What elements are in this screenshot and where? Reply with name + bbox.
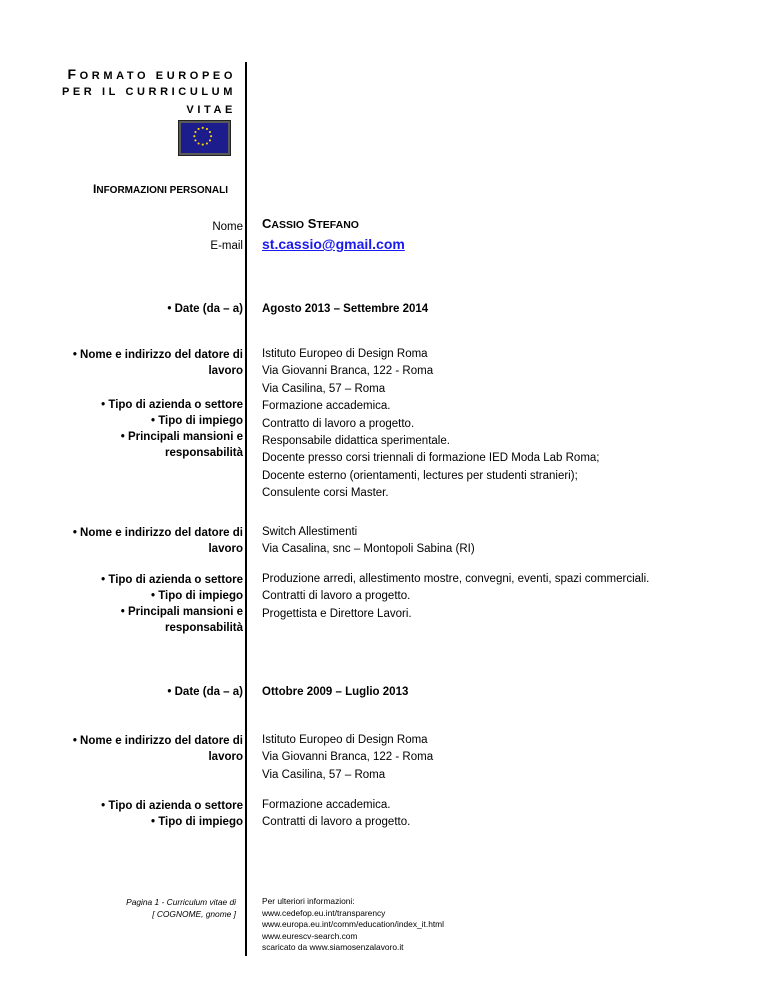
job1-line: Docente esterno (orientamenti, lectures per studenti stranieri); bbox=[262, 469, 578, 482]
job3-employer-line: Via Casilina, 57 – Roma bbox=[262, 768, 386, 781]
job3-date: Ottobre 2009 – Luglio 2013 bbox=[262, 686, 409, 698]
job2-line: Contratti di lavoro a progetto. bbox=[262, 590, 411, 603]
sector-label: • Tipo di azienda o settore bbox=[101, 574, 243, 586]
employer-label: • Nome e indirizzo del datore di lavoro bbox=[72, 349, 243, 377]
job2-attribute-labels bbox=[101, 572, 243, 636]
job2-employer bbox=[262, 524, 475, 559]
flag-star bbox=[210, 135, 212, 137]
job1-line: Istituto Europeo di Design Roma bbox=[262, 348, 428, 360]
flag-star bbox=[197, 142, 199, 144]
flag-star bbox=[206, 142, 208, 144]
footer-more-info bbox=[262, 896, 444, 954]
job1-line: Consulente corsi Master. bbox=[262, 487, 389, 500]
flag-star bbox=[209, 139, 211, 141]
date-label: • Date (da – a) bbox=[167, 686, 243, 698]
flag-star bbox=[209, 131, 211, 133]
job2-employer-line: Switch Allestimenti bbox=[262, 526, 358, 538]
job-type-label: • Tipo di impiego bbox=[151, 415, 243, 427]
flag-star bbox=[193, 135, 195, 137]
footer-link[interactable]: www.cedefop.eu.int/transparency bbox=[262, 907, 386, 918]
column-divider bbox=[245, 62, 247, 956]
duties-label-cont: responsabilità bbox=[165, 447, 243, 459]
footer-line: Per ulteriori informazioni: bbox=[262, 896, 355, 906]
job1-attribute-labels bbox=[101, 397, 243, 461]
job2-line: Progettista e Direttore Lavori. bbox=[262, 607, 412, 620]
date-label: • Date (da – a) bbox=[167, 303, 243, 315]
email-label: E-mail bbox=[210, 240, 243, 252]
job-type-label: • Tipo di impiego bbox=[151, 590, 243, 602]
job1-details bbox=[262, 346, 600, 503]
email-link[interactable]: st.cassio@gmail.com bbox=[262, 236, 405, 252]
footer-page-info: Pagina 1 - Curriculum vitae di [ COGNOME, gnome ] bbox=[126, 897, 236, 919]
job1-line: Formazione accademica. bbox=[262, 400, 391, 413]
duties-label: • Principali mansioni e bbox=[120, 606, 243, 618]
employer-label: • Nome e indirizzo del datore di lavoro bbox=[72, 735, 243, 763]
eu-flag-icon bbox=[179, 121, 230, 155]
flag-star bbox=[206, 128, 208, 130]
job1-line: Responsabile didattica sperimentale. bbox=[262, 435, 450, 448]
footer-link[interactable]: www.europa.eu.int/comm/education/index_it.html bbox=[262, 919, 445, 930]
duties-label-cont: responsabilità bbox=[165, 622, 243, 634]
flag-star bbox=[202, 144, 204, 146]
job1-line: Via Casilina, 57 – Roma bbox=[262, 382, 386, 395]
job2-line: Produzione arredi, allestimento mostre, convegni, eventi, spazi commerciali. bbox=[262, 573, 650, 585]
name-label: Nome bbox=[212, 221, 243, 233]
job3-details bbox=[262, 797, 410, 832]
footer-line: scaricato da www.siamosenzalavoro.it bbox=[262, 942, 404, 953]
eu-flag-stars bbox=[181, 123, 228, 153]
job1-line: Via Giovanni Branca, 122 - Roma bbox=[262, 365, 434, 378]
job3-line: Contratti di lavoro a progetto. bbox=[262, 816, 411, 829]
job3-employer-line: Istituto Europeo di Design Roma bbox=[262, 734, 428, 746]
employer-label: • Nome e indirizzo del datore di lavoro bbox=[72, 527, 243, 555]
job3-employer-line: Via Giovanni Branca, 122 - Roma bbox=[262, 751, 434, 764]
job3-line: Formazione accademica. bbox=[262, 799, 391, 811]
flag-star bbox=[194, 139, 196, 141]
job2-employer-line: Via Casalina, snc – Montopoli Sabina (RI) bbox=[262, 543, 475, 556]
person-name: CASSIO STEFANO bbox=[262, 216, 359, 231]
sector-label: • Tipo di azienda o settore bbox=[101, 800, 243, 812]
sector-label: • Tipo di azienda o settore bbox=[101, 399, 243, 411]
job3-employer bbox=[262, 732, 433, 784]
cv-format-title-line2: PER IL CURRICULUM bbox=[61, 86, 236, 98]
job1-date: Agosto 2013 – Settembre 2014 bbox=[262, 303, 429, 315]
duties-label: • Principali mansioni e bbox=[120, 431, 243, 443]
job1-line: Contratto di lavoro a progetto. bbox=[262, 417, 415, 430]
flag-star bbox=[194, 131, 196, 133]
job1-line: Docente presso corsi triennali di formazione IED Moda Lab Roma; bbox=[262, 452, 600, 465]
cv-format-title-line3: VITAE bbox=[186, 104, 236, 116]
footer-link[interactable]: www.eurescv-search.com bbox=[262, 930, 358, 941]
job-type-label: • Tipo di impiego bbox=[151, 816, 243, 828]
flag-star bbox=[202, 127, 204, 129]
flag-star bbox=[197, 128, 199, 130]
job2-details bbox=[262, 571, 649, 623]
job3-attribute-labels bbox=[101, 798, 243, 830]
cv-format-title-line1: FORMATO EUROPEO bbox=[67, 66, 236, 82]
section-title-personal-info: INFORMAZIONI PERSONALI bbox=[93, 182, 229, 196]
